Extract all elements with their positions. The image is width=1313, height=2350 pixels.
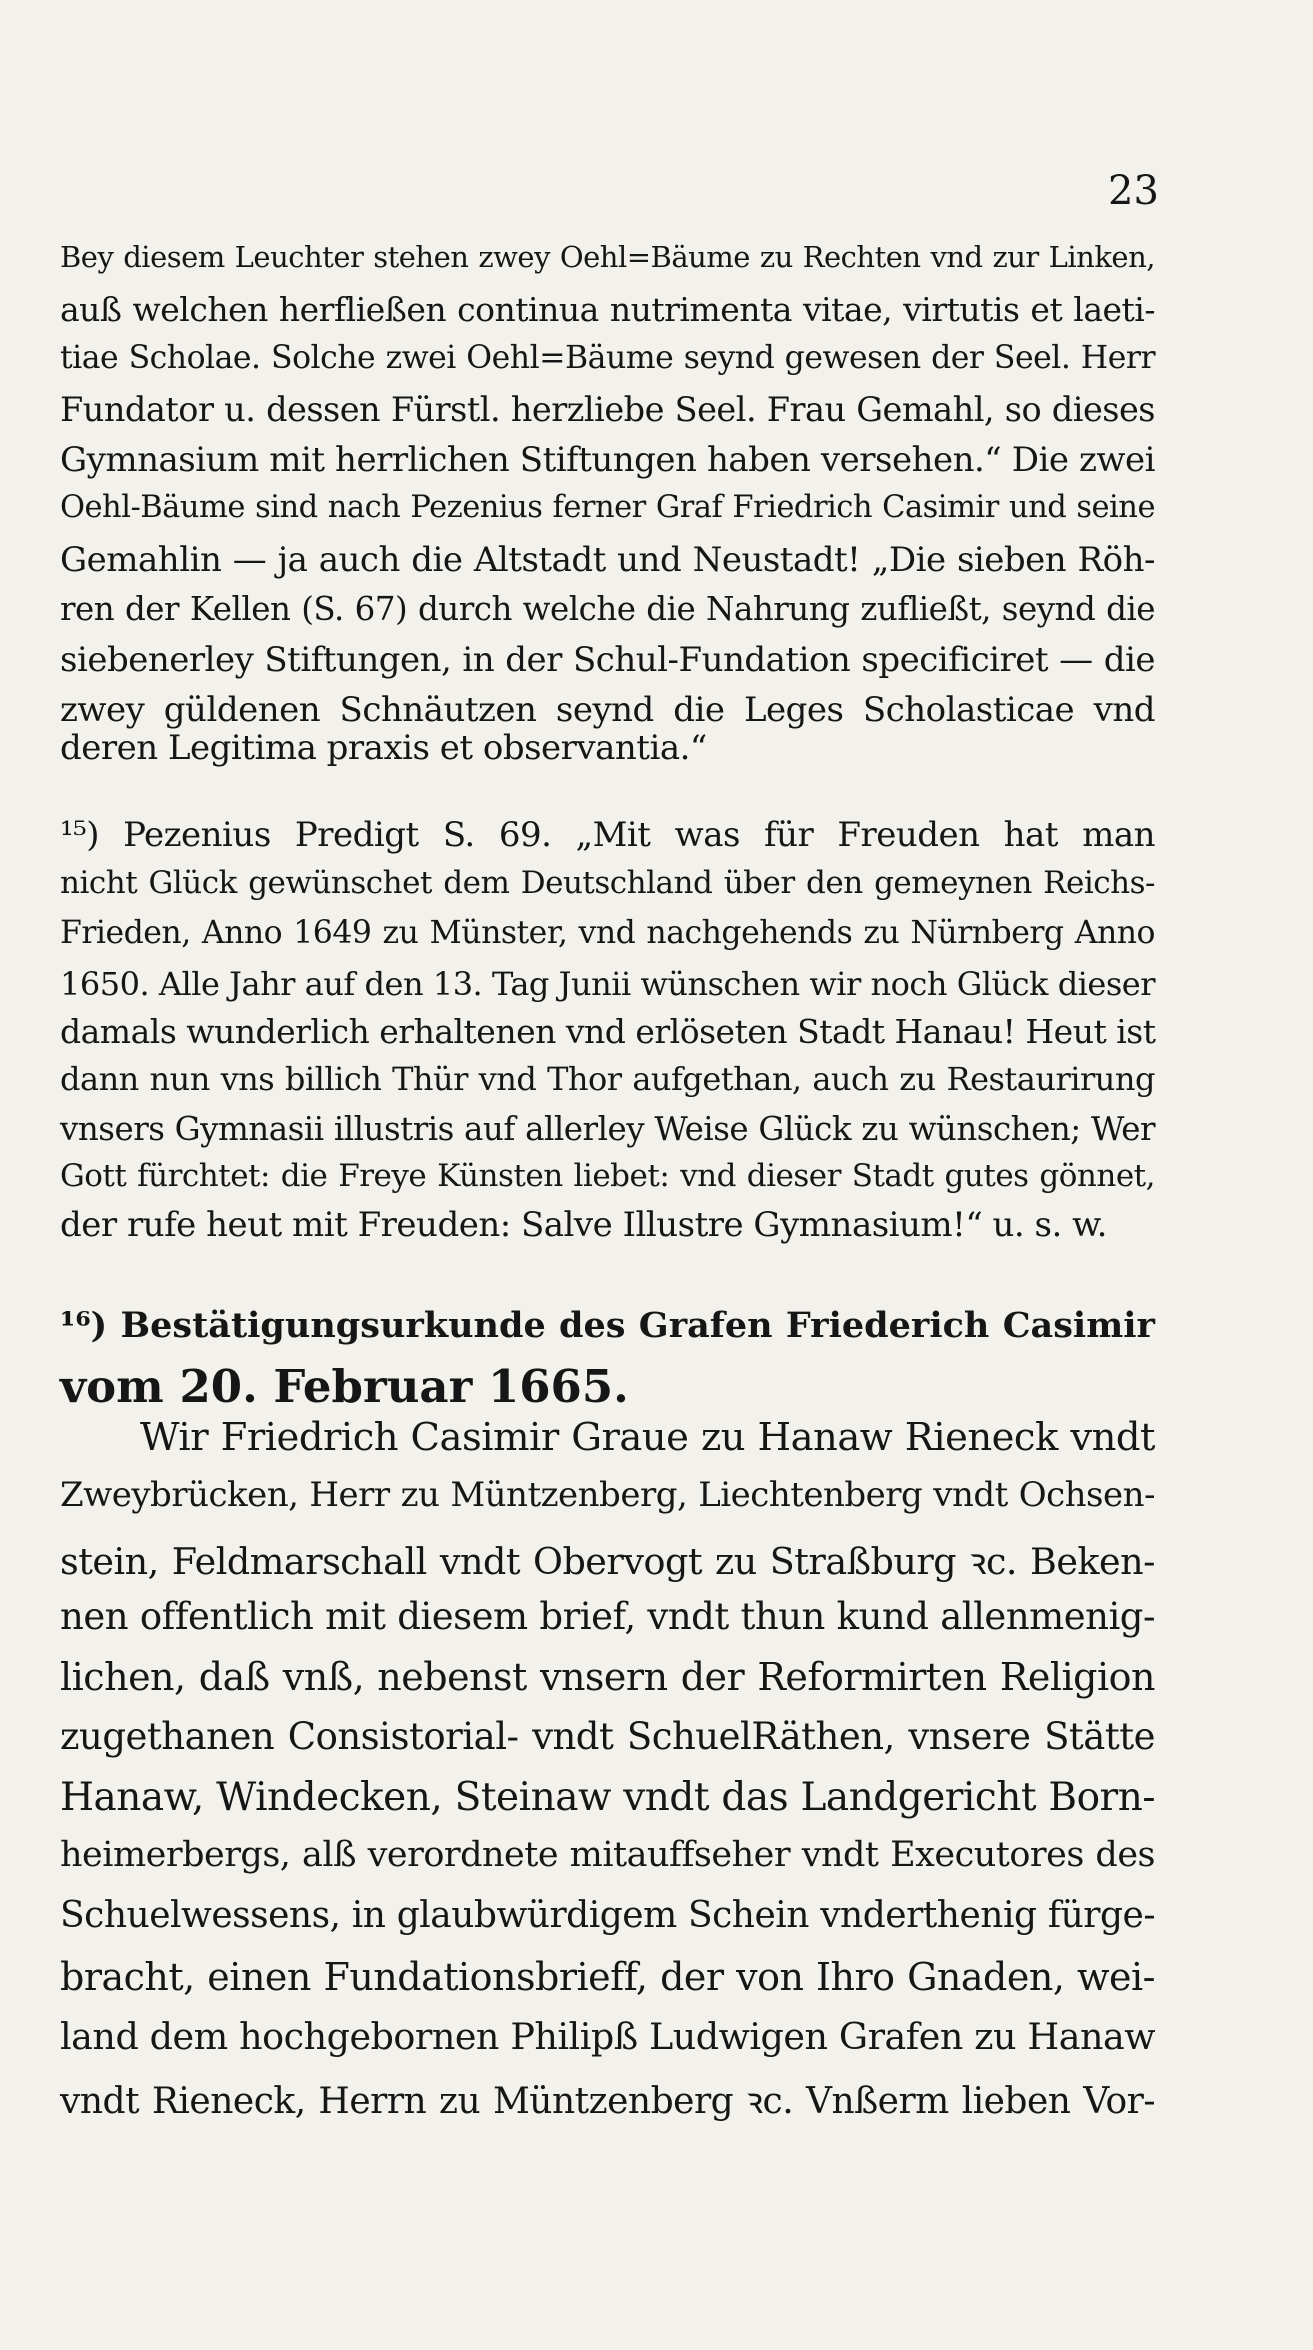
document-line: Schuelwessens, in glaubwürdigem Schein vnderthenig fürge- (60, 1895, 1155, 1936)
document-line: lichen, daß vnß, nebenst vnsern der Reformirten Religion (60, 1655, 1155, 1699)
footnote-line: damals wunderlich erhaltenen vnd erlöseten Stadt Hanau! Heut ist (60, 1012, 1156, 1051)
body-line: Gymnasium mit herrlichen Stiftungen haben versehen.“ Die zwei (60, 440, 1155, 480)
document-line: stein, Feldmarschall vndt Obervogt zu Straßburg ꝛc. Beken- (60, 1540, 1155, 1583)
document-line: heimerbergs, alß verordnete mitauffseher vndt Executores des (60, 1835, 1155, 1875)
document-line: land dem hochgebornen Philipß Ludwigen Grafen zu Hanaw (60, 2015, 1155, 2058)
document-heading: ¹⁶) Bestätigungsurkunde des Grafen Friederich Casimir (60, 1305, 1155, 1346)
document-heading-date: vom 20. Februar 1665. (60, 1360, 629, 1413)
body-line: siebenerley Stiftungen, in der Schul-Fundation specificiret — die (60, 640, 1155, 680)
body-line: ren der Kellen (S. 67) durch welche die Nahrung zufließt, seynd die (60, 590, 1155, 628)
document-line: bracht, einen Fundationsbrieff, der von Ihro Gnaden, wei- (60, 1955, 1155, 1999)
footnote-line: nicht Glück gewünschet dem Deutschland über den gemeynen Reichs- (60, 865, 1155, 901)
document-line: Hanaw, Windecken, Steinaw vndt das Landgericht Born- (60, 1775, 1155, 1820)
footnote-line: der rufe heut mit Freuden: Salve Illustre Gymnasium!“ u. s. w. (60, 1205, 1107, 1245)
document-line: zugethanen Consistorial- vndt SchuelRäthen, vnsere Stätte (60, 1715, 1155, 1758)
footnote-line: ¹⁵) Pezenius Predigt S. 69. „Mit was für Freuden hat man (60, 815, 1155, 855)
footnote-line: 1650. Alle Jahr auf den 13. Tag Junii wünschen wir noch Glück dieser (60, 965, 1155, 1003)
footnote-line: Gott fürchtet: die Freye Künsten liebet: vnd dieser Stadt gutes gönnet, (60, 1158, 1155, 1194)
body-line: Oehl-Bäume sind nach Pezenius ferner Graf Friedrich Casimir und seine (60, 490, 1155, 525)
footnote-line: dann nun vns billich Thür vnd Thor aufgethan, auch zu Restaurirung (60, 1060, 1155, 1098)
body-line: deren Legitima praxis et observantia.“ (60, 728, 707, 768)
footnote-line: Frieden, Anno 1649 zu Münster, vnd nachgehends zu Nürnberg Anno (60, 915, 1155, 951)
body-line: Fundator u. dessen Fürstl. herzliebe Seel. Frau Gemahl, so dieses (60, 390, 1155, 429)
body-line: zwey güldenen Schnäutzen seynd die Leges Scholasticae vnd (60, 690, 1155, 730)
body-line: Bey diesem Leuchter stehen zwey Oehl=Bäume zu Rechten vnd zur Linken, (60, 240, 1155, 274)
body-line: auß welchen herfließen continua nutrimenta vitae, virtutis et laeti- (60, 290, 1155, 329)
document-line: vndt Rieneck, Herrn zu Müntzenberg ꝛc. Vnßerm lieben Vor- (60, 2081, 1155, 2122)
footnote-line: vnsers Gymnasii illustris auf allerley Weise Glück zu wünschen; Wer (60, 1110, 1155, 1148)
document-line: Zweybrücken, Herr zu Müntzenberg, Liechtenberg vndt Ochsen- (60, 1475, 1155, 1515)
body-line: Gemahlin — ja auch die Altstadt und Neustadt! „Die sieben Röh- (60, 540, 1155, 580)
page-number: 23 (1108, 168, 1159, 214)
body-line: tiae Scholae. Solche zwei Oehl=Bäume seynd gewesen der Seel. Herr (60, 340, 1155, 376)
document-line: Wir Friedrich Casimir Graue zu Hanaw Rieneck vndt (140, 1415, 1155, 1460)
document-line: nen offentlich mit diesem brief, vndt thun kund allenmenig- (60, 1595, 1155, 1638)
